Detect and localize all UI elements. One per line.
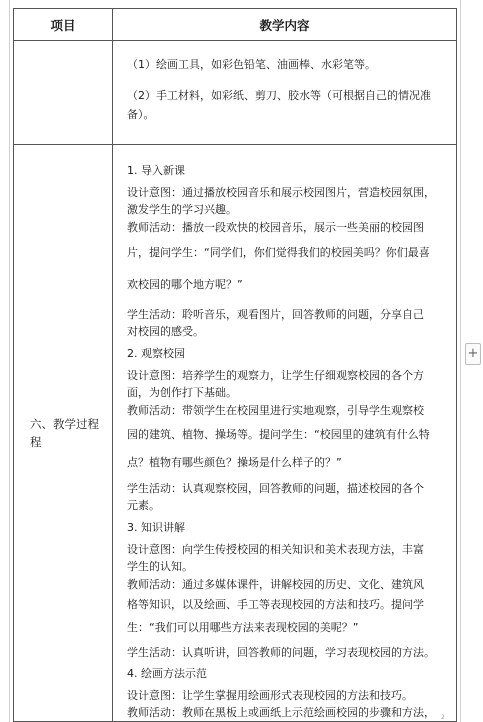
header-col-item: 项目 xyxy=(14,9,113,41)
section-2-student-1: 学生活动：认真观察校园，回答教师的问题，描述校园的各个 xyxy=(127,482,424,495)
expand-plus-button[interactable]: + xyxy=(465,343,481,365)
section-4-design-1: 设计意图：让学生掌握用绘画形式表现校园的方法和技巧。 xyxy=(127,689,413,702)
table-header-row xyxy=(14,9,457,41)
section-1-teacher-1: 教师活动：播放一段欢快的校园音乐，展示一些美丽的校园图 xyxy=(127,221,424,234)
header-col-content: 教学内容 xyxy=(113,9,457,41)
process-label-line-1: 六、教学过程 xyxy=(30,417,99,431)
section-2-teacher-1: 教师活动：带领学生在校园里进行实地观察，引导学生观察校 xyxy=(127,404,424,417)
section-2-design-1: 设计意图：培养学生的观察力，让学生仔细观察校园的各个方 xyxy=(127,369,424,382)
page-number: 2 xyxy=(441,714,445,721)
page-edge-right xyxy=(460,0,461,722)
section-3-teacher-1: 教师活动：通过多媒体课件，讲解校园的历史、文化、建筑风 xyxy=(127,578,424,591)
section-3-title: 3. 知识讲解 xyxy=(127,521,185,534)
lesson-plan-table xyxy=(13,8,457,722)
section-2-teacher-3: 点？植物有哪些颜色？操场是什么样子的？” xyxy=(127,456,342,469)
materials-content-cell xyxy=(113,41,457,145)
section-1-student-1: 学生活动：聆听音乐，观看图片，回答教师的问题，分享自己 xyxy=(127,308,424,321)
section-4-teacher-1: 教师活动：教师在黑板上或画纸上示范绘画校园的步骤和方法， xyxy=(127,706,435,719)
materials-label-cell xyxy=(14,41,113,145)
materials-line-1: （1）绘画工具，如彩色铅笔、油画棒、水彩笔等。 xyxy=(127,58,376,71)
section-3-teacher-2: 格等知识，以及绘画、手工等表现校园的方法和技巧。提问学 xyxy=(127,598,424,611)
page-edge-left xyxy=(9,0,10,722)
section-2-title: 2. 观察校园 xyxy=(127,347,185,360)
process-content-cell xyxy=(113,145,457,722)
section-2-design-2: 面，为创作打下基础。 xyxy=(127,386,237,399)
materials-row xyxy=(14,41,457,145)
materials-line-2a: （2）手工材料，如彩纸、剪刀、胶水等（可根据自己的情况准 xyxy=(127,89,431,102)
section-1-design-2: 激发学生的学习兴趣。 xyxy=(127,203,237,216)
section-1-title: 1. 导入新课 xyxy=(127,164,185,177)
section-1-teacher-3: 欢校园的哪个地方呢？” xyxy=(127,278,243,291)
process-label-line-2: 程 xyxy=(30,435,42,449)
section-1-student-2: 对校园的感受。 xyxy=(127,325,204,338)
process-row xyxy=(14,145,457,722)
section-4-title: 4. 绘画方法示范 xyxy=(127,667,207,680)
section-3-teacher-3: 生：“我们可以用哪些方法来表现校园的美呢？” xyxy=(127,621,359,634)
section-3-design-2: 学生的认知。 xyxy=(127,560,193,573)
section-3-design-1: 设计意图：向学生传授校园的相关知识和美术表现方法，丰富 xyxy=(127,543,424,556)
section-3-student-1: 学生活动：认真听讲，回答教师的问题，学习表现校园的方法。 xyxy=(127,646,435,659)
section-1-teacher-2: 片，提问学生：“同学们，你们觉得我们的校园美吗？你们最喜 xyxy=(127,246,430,259)
section-1-design-1: 设计意图：通过播放校园音乐和展示校园图片，营造校园氛围， xyxy=(127,186,435,199)
process-label-cell xyxy=(14,145,113,722)
section-2-teacher-2: 园的建筑、植物、操场等。提问学生：“校园里的建筑有什么特 xyxy=(127,428,430,441)
section-2-student-2: 元素。 xyxy=(127,499,160,512)
materials-line-2b: 备）。 xyxy=(127,108,155,121)
